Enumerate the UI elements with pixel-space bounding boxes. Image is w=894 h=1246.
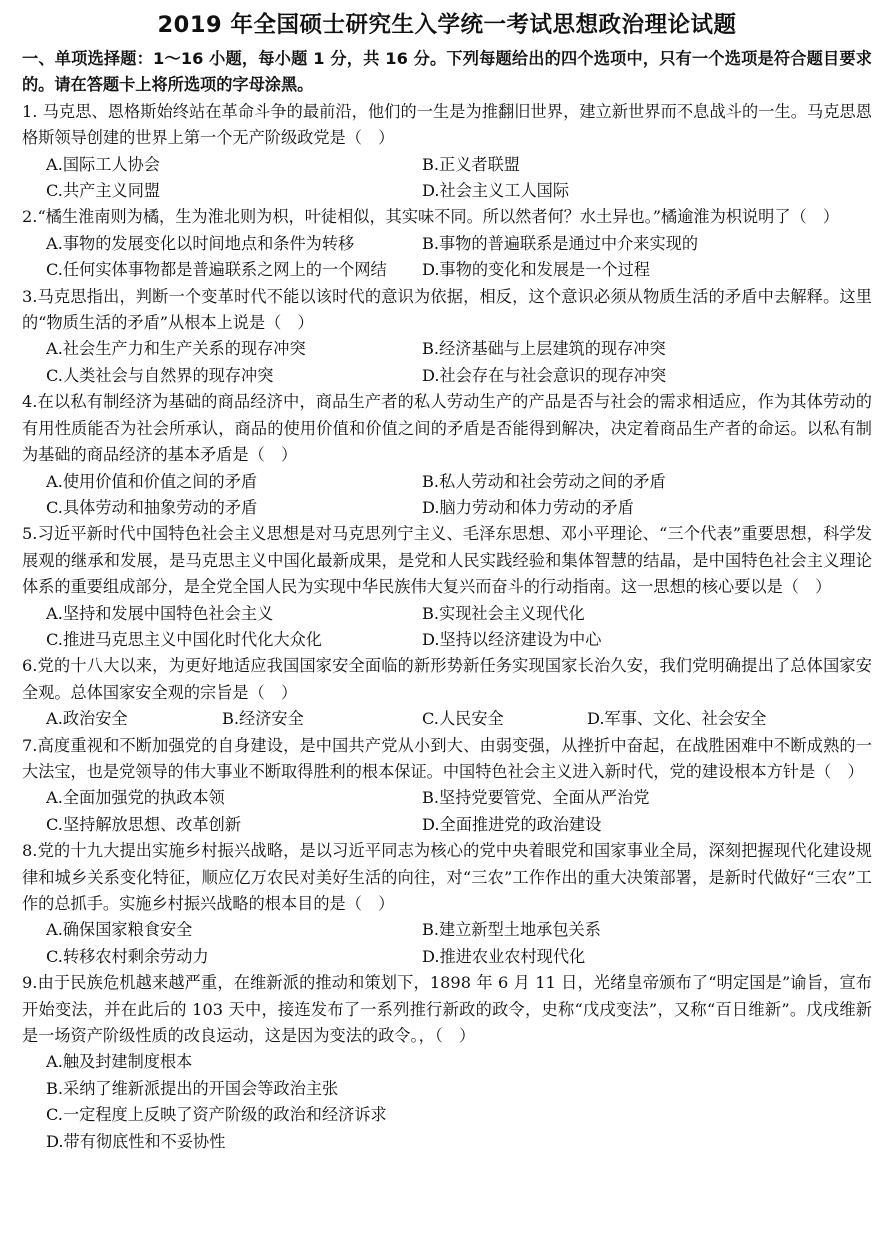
- option-b: B.私人劳动和社会劳动之间的矛盾: [422, 471, 666, 491]
- option-c: C.转移农村剩余劳动力: [46, 946, 209, 966]
- question-7: [22, 733, 872, 839]
- option-b: B.事物的普遍联系是通过中介来实现的: [422, 233, 699, 253]
- question-2: [22, 204, 872, 283]
- option-b: B.经济基础与上层建筑的现存冲突: [422, 339, 666, 359]
- question-9: [22, 970, 872, 1155]
- question-3: [22, 284, 872, 390]
- option-d: D.推进农业农村现代化: [422, 946, 586, 966]
- question-stem: 3.马克思指出，判断一个变革时代不能以该时代的意识为依据，相反，这个意识必须从物质生活的矛盾中去解释。这里的“物质生活的矛盾”从根本上说是（ ）: [22, 286, 872, 333]
- question-stem: 6.党的十八大以来，为更好地适应我国国家安全面临的新形势新任务实现国家长治久安，我们党明确提出了总体国家安全观。总体国家安全观的宗旨是（ ）: [22, 656, 872, 702]
- page-title: 2019 年全国硕士研究生入学统一考试思想政治理论试题: [157, 12, 737, 38]
- question-stem: 8.党的十九大提出实施乡村振兴战略，是以习近平同志为核心的党中央着眼党和国家事业全局，深刻把握现代化建设规律和城乡关系变化特征，顺应亿万农民对美好生活的向往，对“三农”工作作出的重大决策部署，是新时代做好“三农”工作的总抓手。实施乡村振兴战略的根本目的是（ ）: [22, 841, 872, 913]
- question-5: [22, 521, 872, 653]
- option-c: C.共产主义同盟: [46, 181, 161, 201]
- option-list: [22, 231, 872, 284]
- question-stem: 1. 马克思、恩格斯始终站在革命斗争的最前沿，他们的一生是为推翻旧世界，建立新世界而不息战斗的一生。马克思恩格斯领导创建的世界上第一个无产阶级政党是（ ）: [22, 101, 872, 148]
- option-d: D.事物的变化和发展是一个过程: [422, 260, 650, 280]
- option-d: D.军事、文化、社会安全: [587, 709, 767, 729]
- question-stem: 5.习近平新时代中国特色社会主义思想是对马克思列宁主义、毛泽东思想、邓小平理论、“三个代表”重要思想，科学发展观的继承和发展，是马克思主义中国化最新成果，是党和人民实践经验和集体智慧的结晶，是中国特色社会主义理论体系的重要组成部分，是全党全国人民为实现中华民族伟大复兴而奋斗的行动指南。这一思想的核心要以是（ ）: [22, 524, 872, 597]
- option-c: C.坚持解放思想、改革创新: [46, 814, 242, 834]
- option-list: [22, 152, 872, 205]
- option-a: A.坚持和发展中国特色社会主义: [46, 603, 274, 623]
- question-stem: 2.“橘生淮南则为橘，生为淮北则为枳，叶徒相似，其实味不同。所以然者何？水土异也。”橘逾淮为枳说明了（ ）: [22, 207, 840, 227]
- option-a: A.使用价值和价值之间的矛盾: [46, 471, 258, 491]
- option-b: B.建立新型土地承包关系: [422, 920, 601, 940]
- option-a: A.国际工人协会: [46, 154, 160, 174]
- option-d: D.坚持以经济建设为中心: [422, 629, 602, 649]
- option-d: D.带有彻底性和不妥协性: [46, 1131, 226, 1151]
- option-list: [22, 336, 872, 389]
- option-list: [22, 469, 872, 522]
- option-b: B.经济安全: [222, 709, 304, 729]
- option-d: D.全面推进党的政治建设: [422, 814, 602, 834]
- option-b: B.实现社会主义现代化: [422, 603, 585, 623]
- question-stem: 7.高度重视和不断加强党的自身建设，是中国共产党从小到大、由弱变强，从挫折中奋起，在战胜困难中不断成熟的一大法宝，也是党领导的伟大事业不断取得胜利的根本保证。中国特色社会主义进入新时代，党的建设根本方针是（ ）: [22, 735, 872, 781]
- section-heading: 一、单项选择题：1～16 小题，每小题 1 分，共 16 分。下列每题给出的四个选项中，只有一个选项是符合题目要求的。请在答题卡上将所选项的字母涂黑。: [22, 49, 872, 95]
- option-a: A.触及封建制度根本: [46, 1052, 193, 1072]
- option-d: D.脑力劳动和体力劳动的矛盾: [422, 497, 634, 517]
- option-c: C.人类社会与自然界的现存冲突: [46, 365, 274, 385]
- option-list: [22, 706, 872, 732]
- option-a: A.确保国家粮食安全: [46, 920, 193, 940]
- option-a: A.事物的发展变化以时间地点和条件为转移: [46, 233, 355, 253]
- question-stem: 4.在以私有制经济为基础的商品经济中，商品生产者的私人劳动生产的产品是否与社会的需求相适应，作为其体劳动的有用性质能否为社会所承认，商品的使用价值和价值之间的矛盾是否能得到解决，决定着商品生产者的命运。以私有制为基础的商品经济的基本矛盾是（ ）: [22, 392, 872, 465]
- option-list: [22, 917, 872, 970]
- question-1: [22, 99, 872, 205]
- option-list: [22, 1049, 872, 1155]
- option-d: D.社会主义工人国际: [422, 181, 570, 201]
- option-c: C.人民安全: [422, 709, 504, 729]
- option-a: A.社会生产力和生产关系的现存冲突: [46, 339, 306, 359]
- option-list: [22, 785, 872, 838]
- option-c: C.任何实体事物都是普遍联系之网上的一个网结: [46, 260, 387, 280]
- option-c: C.具体劳动和抽象劳动的矛盾: [46, 497, 258, 517]
- question-4: [22, 389, 872, 521]
- option-b: B.采纳了维新派提出的开国会等政治主张: [46, 1078, 339, 1098]
- question-6: [22, 653, 872, 732]
- option-c: C.推进马克思主义中国化时代化大众化: [46, 629, 322, 649]
- option-a: A.全面加强党的执政本领: [46, 788, 225, 808]
- question-stem: 9.由于民族危机越来越严重，在维新派的推动和策划下，1898 年 6 月 11 日，光绪皇帝颁布了“明定国是”谕旨，宣布开始变法，并在此后的 103 天中，接连发布了一系列推行新政的政令，史称“戊戌变法”，又称“百日维新”。戊戌维新是一场资产阶级性质的改良运动，这是因为变法的政令。，（ ）: [22, 973, 872, 1046]
- option-b: B.正义者联盟: [422, 154, 520, 174]
- option-a: A.政治安全: [46, 709, 128, 729]
- option-d: D.社会存在与社会意识的现存冲突: [422, 365, 667, 385]
- option-b: B.坚持党要管党、全面从严治党: [422, 788, 650, 808]
- option-list: [22, 601, 872, 654]
- exam-document: [22, 8, 872, 1155]
- question-8: [22, 838, 872, 970]
- option-c: C.一定程度上反映了资产阶级的政治和经济诉求: [46, 1105, 387, 1125]
